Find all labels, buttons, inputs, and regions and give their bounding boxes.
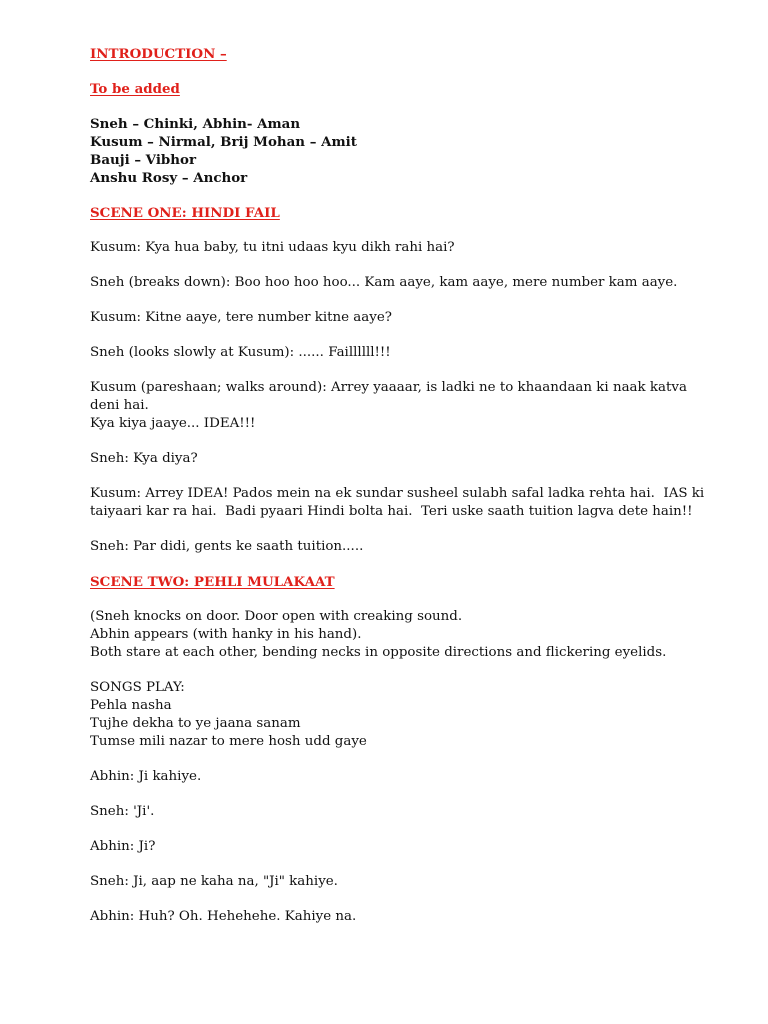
dialogue-line: Kusum: Kitne aaye, tere number kitne aaye? <box>90 310 392 325</box>
dialogue-line: taiyaari kar ra hai. Badi pyaari Hindi bolta hai. Teri uske saath tuition lagva dete hain!! <box>90 504 693 519</box>
scene-one-heading: SCENE ONE: HINDI FAIL <box>90 205 280 221</box>
cast-line: Bauji – Vibhor <box>90 152 197 168</box>
dialogue-line: Sneh: Ji, aap ne kaha na, "Ji" kahiye. <box>90 874 338 889</box>
dialogue-line: Abhin: Ji kahiye. <box>90 769 202 784</box>
dialogue-line: deni hai. <box>90 398 149 413</box>
dialogue-line: Kusum: Kya hua baby, tu itni udaas kyu dikh rahi hai? <box>90 240 455 255</box>
dialogue-line: Sneh: 'Ji'. <box>90 804 155 819</box>
stage-direction: Abhin appears (with hanky in his hand). <box>90 627 362 642</box>
cast-list <box>90 115 730 187</box>
cast-line: Kusum – Nirmal, Brij Mohan – Amit <box>90 134 357 150</box>
songs-label: SONGS PLAY: <box>90 680 185 695</box>
dialogue-line: Sneh: Kya diya? <box>90 451 198 466</box>
dialogue-line: Kusum (pareshaan; walks around): Arrey yaaaar, is ladki ne to khaandaan ki naak katva <box>90 380 687 395</box>
stage-direction: (Sneh knocks on door. Door open with creaking sound. <box>90 609 463 624</box>
scene-two-heading: SCENE TWO: PEHLI MULAKAAT <box>90 574 335 590</box>
to-be-added-heading: To be added <box>90 81 180 97</box>
dialogue-line: Sneh (looks slowly at Kusum): ...... Faillllll!!! <box>90 345 391 360</box>
cast-line: Sneh – Chinki, Abhin- Aman <box>90 116 301 132</box>
song-line: Tumse mili nazar to mere hosh udd gaye <box>90 734 367 749</box>
introduction-heading: INTRODUCTION – <box>90 46 227 62</box>
dialogue-line: Kya kiya jaaye... IDEA!!! <box>90 416 256 431</box>
dialogue-line: Sneh (breaks down): Boo hoo hoo hoo... Kam aaye, kam aaye, mere number kam aaye. <box>90 275 678 290</box>
song-line: Pehla nasha <box>90 698 172 713</box>
script-document <box>90 45 730 926</box>
dialogue-line: Kusum: Arrey IDEA! Pados mein na ek sundar susheel sulabh safal ladka rehta hai. IAS ki <box>90 486 705 501</box>
dialogue-line: Abhin: Ji? <box>90 839 156 854</box>
cast-line: Anshu Rosy – Anchor <box>90 170 248 186</box>
stage-direction: Both stare at each other, bending necks in opposite directions and flickering eyelids. <box>90 645 667 660</box>
dialogue-line: Sneh: Par didi, gents ke saath tuition..... <box>90 539 364 554</box>
dialogue-line: Abhin: Huh? Oh. Hehehehe. Kahiye na. <box>90 909 357 924</box>
song-line: Tujhe dekha to ye jaana sanam <box>90 716 301 731</box>
